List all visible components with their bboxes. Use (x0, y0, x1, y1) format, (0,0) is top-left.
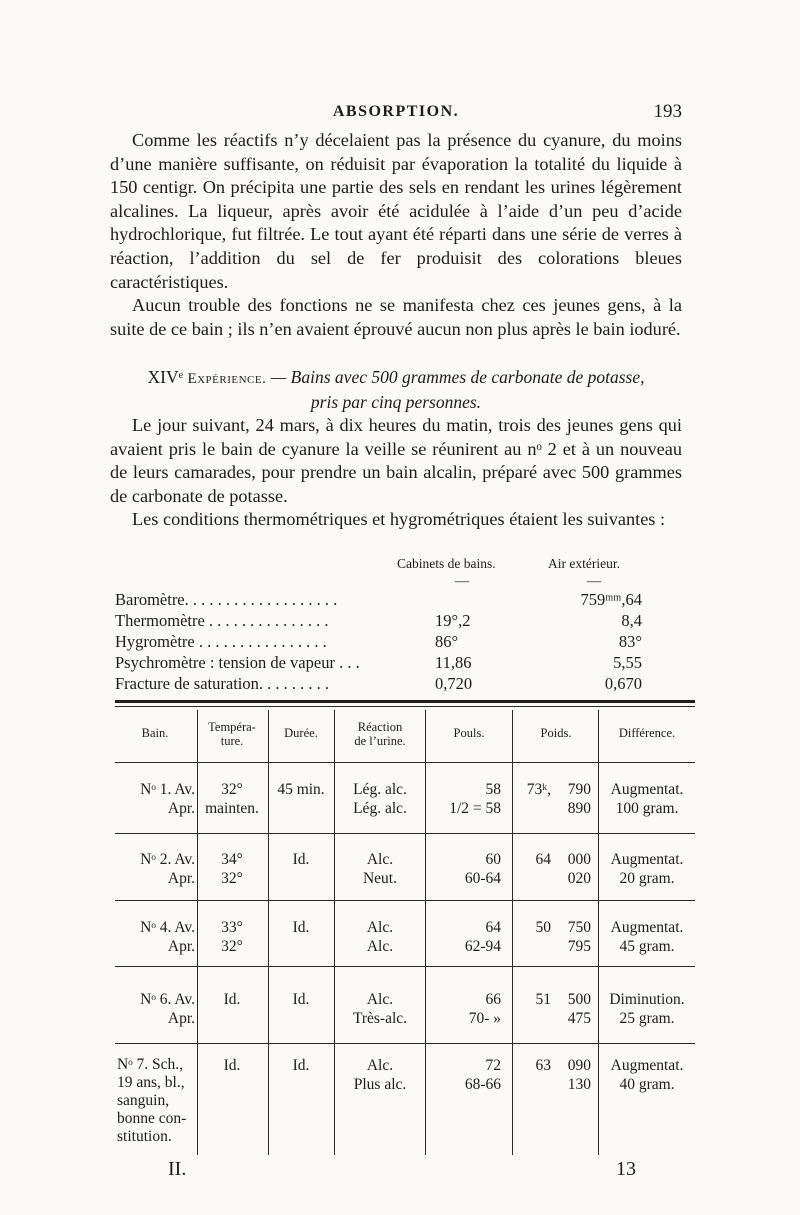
experiment-label: Expérience. (187, 371, 267, 387)
temp-cell: 34° 32° (221, 851, 243, 887)
difference-cell: Diminution. 25 gram. (609, 991, 685, 1027)
pouls-cell: 64 62-94 (464, 919, 501, 955)
col-header-bain: Bain. (141, 726, 169, 740)
running-head (110, 101, 682, 125)
difference-cell: Augmentat. 100 gram. (610, 781, 684, 817)
running-title: ABSORPTION. (332, 103, 460, 120)
sheet-number: 13 (616, 1158, 636, 1180)
duree-cell: Id. (292, 1057, 310, 1074)
experiment-heading (110, 366, 682, 414)
bain-cell: Nᵒ 1. Av. Apr. (140, 781, 195, 817)
condition-row (115, 653, 682, 675)
duree-cell: Id. (292, 991, 310, 1008)
poids-kg-cell: 73ᵏ, (526, 781, 551, 798)
pouls-cell: 72 68-66 (464, 1057, 501, 1093)
col-header-duree: Durée. (284, 726, 318, 740)
signature-mark: II. (168, 1158, 187, 1180)
header-dash: — (455, 574, 469, 589)
col-header-temp: Tempéra- ture. (208, 720, 256, 748)
poids-g-cell: 500 475 (567, 991, 591, 1027)
reaction-cell: Lég. alc. Lég. alc. (353, 781, 407, 817)
duree-cell: 45 min. (277, 781, 325, 798)
pouls-cell: 66 70- » (468, 991, 501, 1027)
poids-kg-cell: 50 (535, 919, 551, 936)
condition-air-value: 759ᵐᵐ,64 (580, 590, 642, 609)
bain-cell: Nᵒ 2. Av. Apr. (140, 851, 195, 887)
condition-bains-value: 11,86 (435, 653, 472, 672)
temp-cell: Id. (223, 991, 241, 1008)
poids-g-cell: 000 020 (567, 851, 591, 887)
condition-label: Baromètre. . . . . . . . . . . . . . . . . . . (115, 590, 338, 609)
pouls-cell: 58 1/2 = 58 (449, 781, 501, 817)
duree-cell: Id. (292, 851, 310, 868)
conditions-header-air: Air extérieur. (548, 556, 620, 571)
reaction-cell: Alc. Très-alc. (352, 991, 408, 1027)
paragraph: Le jour suivant, 24 mars, à dix heures du matin, trois des jeunes gens qui avaient pris le bain de cyanure la veille se réunirent au nᵒ 2 et à un nouveau de leurs camarades, pour prendre un bain alcalin, préparé avec 500 grammes de carbonate de potasse. (110, 415, 682, 506)
condition-air-value: 5,55 (613, 653, 642, 672)
experiment-title-1: — Bains avec 500 grammes de carbonate de potasse, (270, 367, 645, 387)
paragraph: Comme les réactifs n’y décelaient pas la présence du cyanure, du moins d’une manière suffisante, on réduisit par évaporation la totalité du liquide à 150 centigr. On précipita une partie des sels en rendant les urines légèrement alcalines. La liqueur, après avoir été acidulée à l’aide d’un peu d’acide hydrochlorique, fut filtrée. Le tout ayant été réparti dans une série de verres à réaction, l’addition du sel de fer produisit des colorations bleues caractéristiques. (110, 130, 682, 292)
body-text-2 (110, 414, 682, 532)
bain-cell: Nᵒ 4. Av. Apr. (140, 919, 195, 955)
bath-results-table (115, 700, 695, 1160)
temp-cell: 32° mainten. (205, 781, 259, 817)
difference-cell: Augmentat. 45 gram. (610, 919, 684, 955)
bain-cell: Nᵒ 7. Sch., 19 ans, bl., sanguin, bonne con- stitution. (117, 1056, 187, 1145)
body-text-1 (110, 129, 682, 341)
condition-air-value: 8,4 (621, 611, 642, 630)
condition-label: Thermomètre . . . . . . . . . . . . . . . (115, 611, 329, 630)
condition-label: Psychromètre : tension de vapeur . . . (115, 653, 360, 672)
duree-cell: Id. (292, 919, 310, 936)
poids-kg-cell: 51 (535, 991, 551, 1008)
paragraph: Aucun trouble des fonctions ne se manifesta chez ces jeunes gens, à la suite de ce bain ; ils n’en avaient éprouvé aucun non plus après le bain ioduré. (110, 295, 682, 339)
condition-label: Hygromètre . . . . . . . . . . . . . . . . (115, 632, 327, 651)
experiment-number: XIVᵉ (147, 367, 184, 387)
condition-label: Fracture de saturation. . . . . . . . . (115, 674, 329, 693)
poids-kg-cell: 64 (535, 851, 551, 868)
poids-kg-cell: 63 (535, 1057, 551, 1074)
condition-bains-value: 0,720 (435, 674, 473, 693)
reaction-cell: Alc. Plus alc. (353, 1057, 407, 1093)
poids-g-cell: 790 890 (567, 781, 591, 817)
pouls-cell: 60 60-64 (464, 851, 501, 887)
poids-g-cell: 750 795 (567, 919, 591, 955)
reaction-cell: Alc. Alc. (366, 919, 394, 955)
temp-cell: 33° 32° (221, 919, 243, 955)
conditions-header-bains: Cabinets de bains. (397, 556, 496, 571)
bain-cell: Nᵒ 6. Av. Apr. (140, 991, 195, 1027)
reaction-cell: Alc. Neut. (362, 851, 397, 887)
condition-air-value: 0,670 (604, 674, 642, 693)
poids-g-cell: 090 130 (567, 1057, 591, 1093)
condition-row (115, 611, 682, 633)
condition-row (115, 632, 682, 654)
col-header-pouls: Pouls. (453, 726, 485, 740)
condition-row (115, 590, 682, 612)
experiment-title-2: pris par cinq personnes. (310, 392, 482, 412)
col-header-reaction: Réaction de l’urine. (354, 720, 406, 748)
difference-cell: Augmentat. 40 gram. (610, 1057, 684, 1093)
temp-cell: Id. (223, 1057, 241, 1074)
condition-air-value: 83° (618, 632, 642, 651)
col-header-poids: Poids. (540, 726, 572, 740)
paragraph: Les conditions thermométriques et hygrométriques étaient les suivantes : (132, 509, 666, 530)
condition-bains-value: 86° (435, 632, 459, 651)
col-header-difference: Différence. (618, 726, 676, 740)
condition-row (115, 674, 682, 696)
condition-bains-value: 19°,2 (435, 611, 471, 630)
page-number: 193 (653, 101, 682, 122)
header-dash: — (587, 574, 601, 589)
difference-cell: Augmentat. 20 gram. (610, 851, 684, 887)
